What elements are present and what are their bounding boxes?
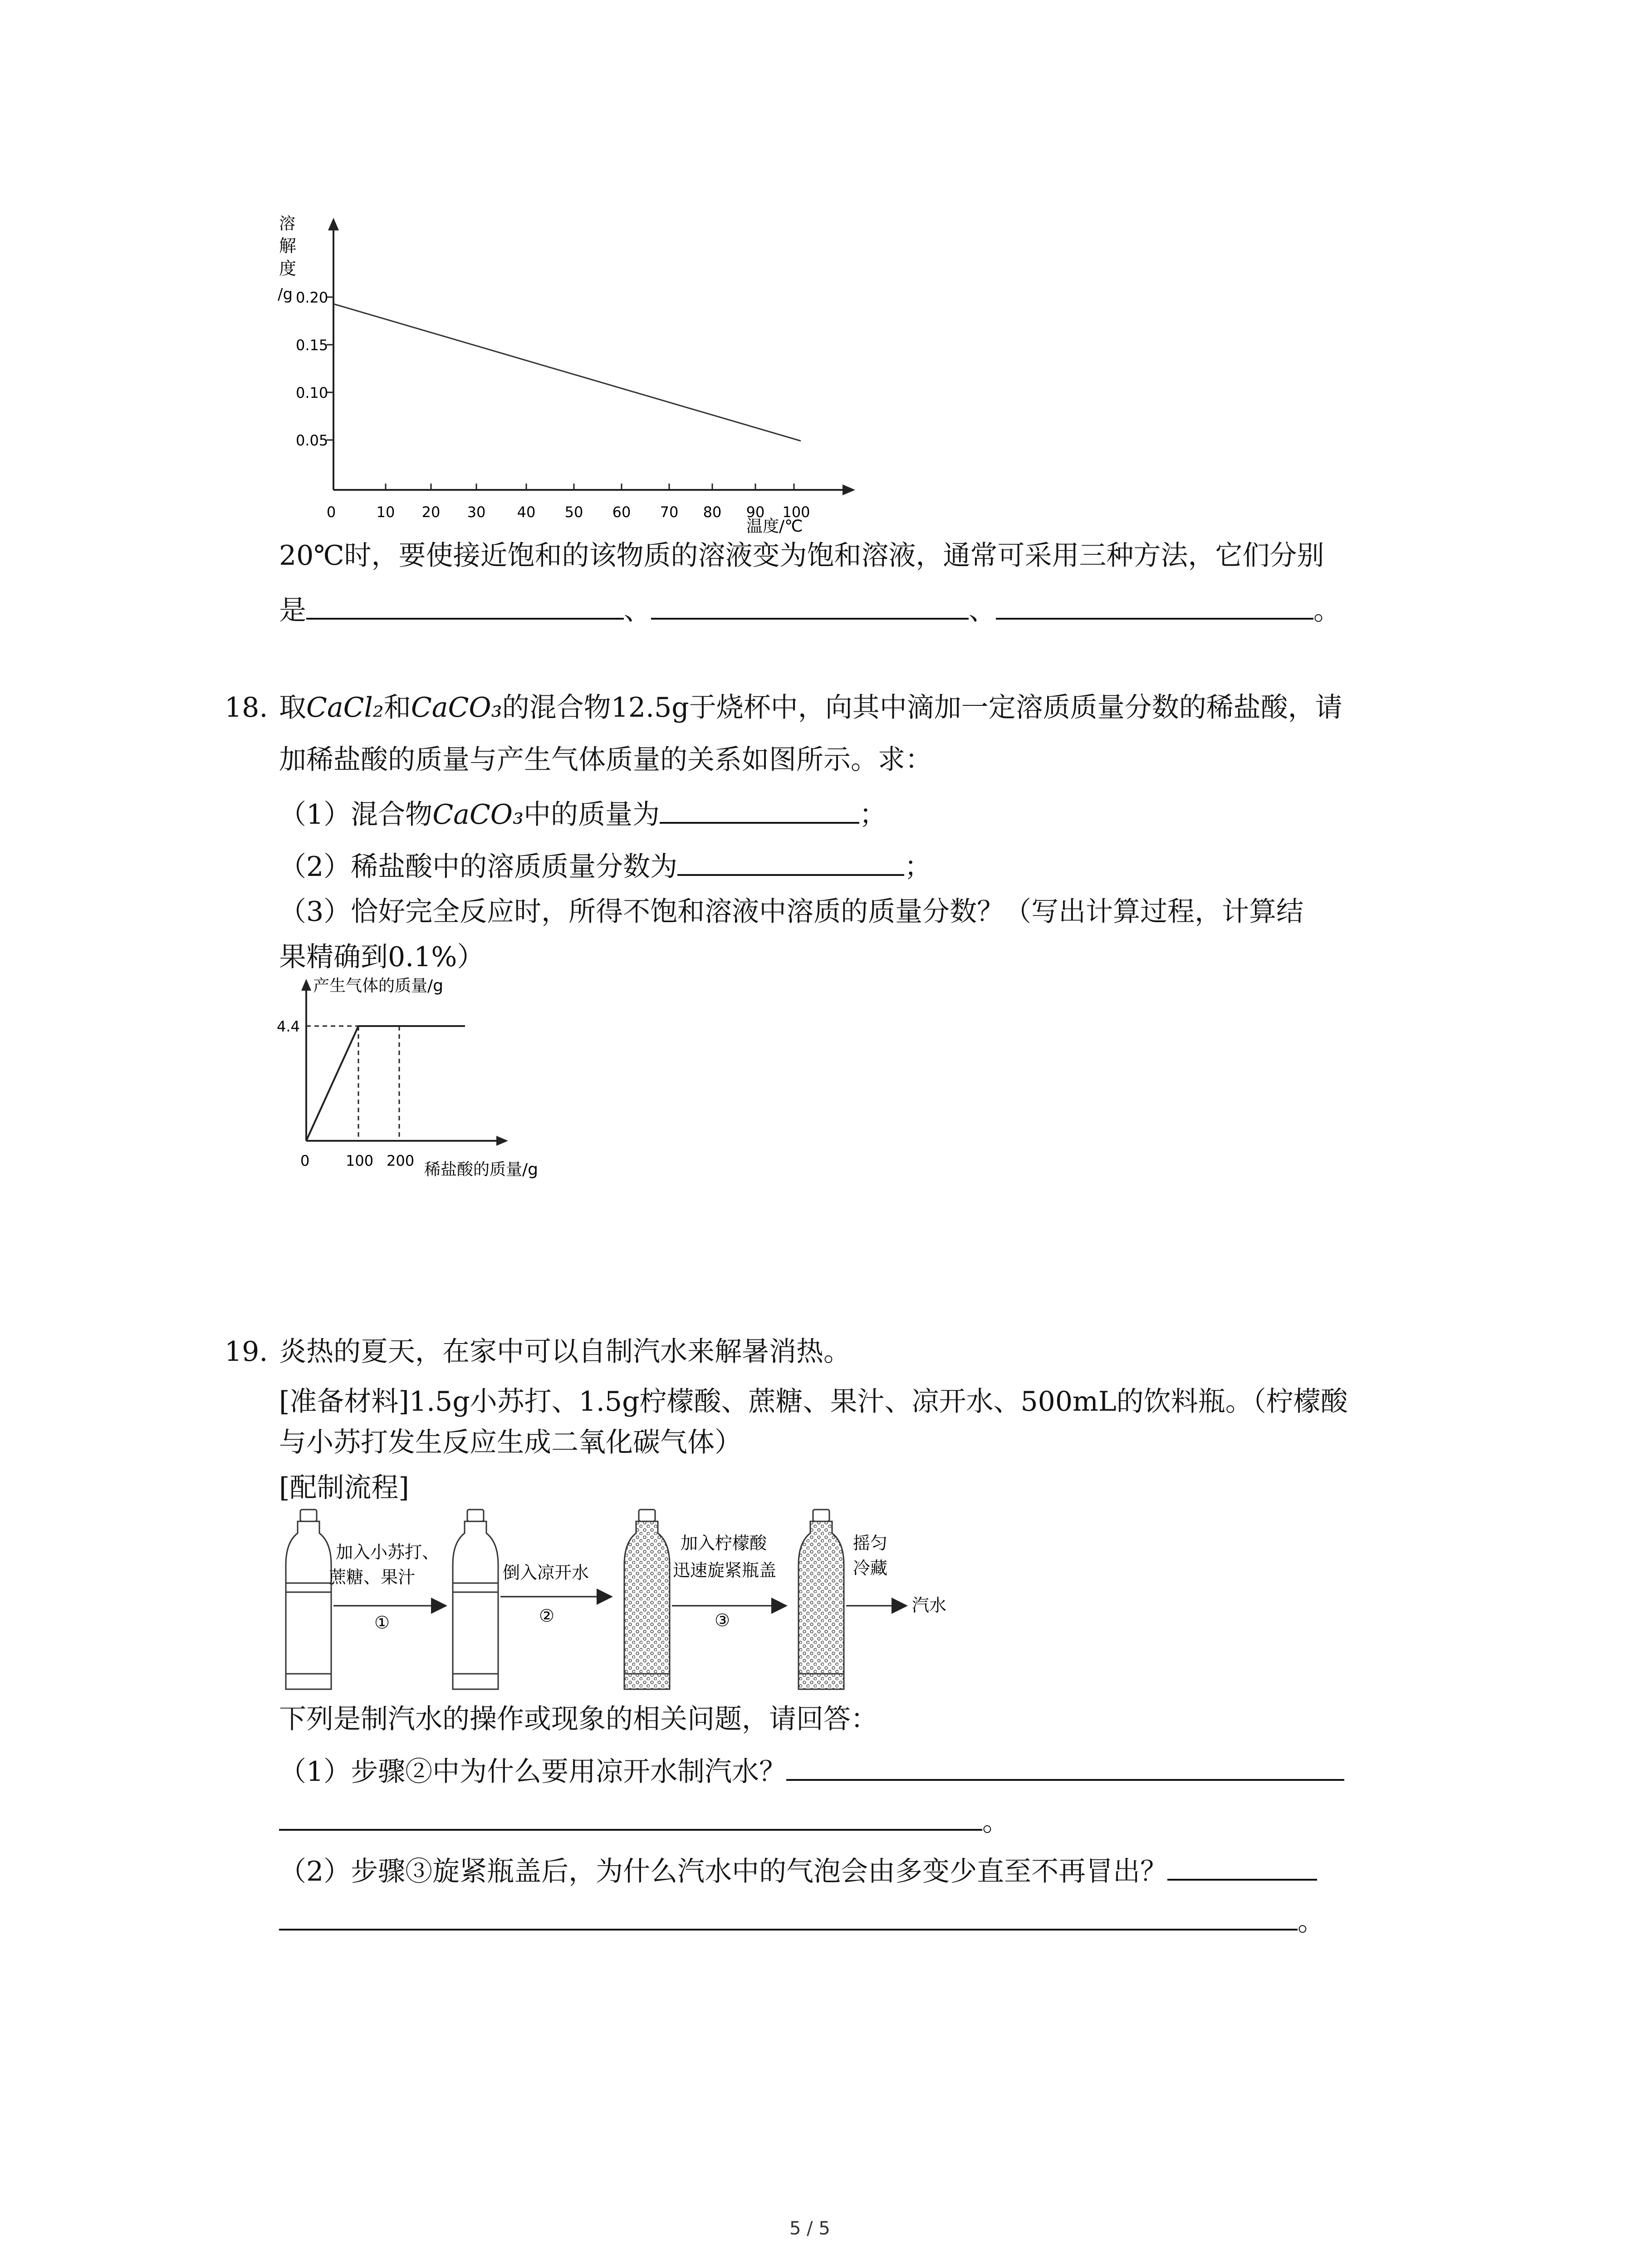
y-tick-0.15: 0.15 [296, 337, 328, 354]
gas-mass-chart [268, 971, 585, 1193]
solubility-line [333, 304, 801, 441]
y-tick-0.10: 0.10 [296, 384, 328, 401]
page-number: 5 / 5 [789, 2218, 830, 2239]
x-tick-20: 20 [421, 503, 441, 521]
q17-sep-1: 、 [624, 595, 651, 626]
gas-chart-xtick-0: 0 [300, 1152, 310, 1169]
step2-number: ② [539, 1606, 555, 1626]
x-tick-10: 10 [376, 503, 395, 521]
q19-line1: 炎热的夏天，在家中可以自制汽水来解暑消热。 [279, 1336, 851, 1368]
gas-chart-xtick-100: 100 [346, 1152, 374, 1169]
bottle-4 [798, 1510, 844, 1689]
q19-p2-end: 。 [1298, 1906, 1325, 1937]
q18-part2 [279, 850, 932, 883]
q18-p1-b: 中的质量为 [524, 799, 660, 831]
q19-materials-1: [准备材料]1.5g小苏打、1.5g柠檬酸、蔗糖、果汁、凉开水、500mL的饮料瓶。（柠檬酸 [279, 1386, 1348, 1418]
q19-p2-blank-b[interactable] [279, 1905, 1298, 1931]
x-tick-80: 80 [703, 503, 722, 521]
q19-flow-title: [配制流程] [279, 1472, 409, 1504]
y-tick-0.05: 0.05 [296, 432, 328, 449]
x-tick-70: 70 [660, 503, 679, 521]
q19-p1-blank-b[interactable] [279, 1805, 982, 1831]
q17-line2-start: 是 [279, 595, 306, 626]
q18-mass: 12.5g [611, 692, 689, 723]
formula-caco3: CaCO₃ [411, 692, 502, 723]
q19-part2-line2 [279, 1905, 1325, 1935]
x-tick-50: 50 [564, 503, 583, 521]
soda-flow-diagram [272, 1506, 975, 1696]
x-tick-100: 100 [782, 503, 810, 521]
gas-chart-xtick-200: 200 [387, 1152, 415, 1169]
step1-text-b: 蔗糖、果汁 [329, 1567, 416, 1587]
x-axis-label: 温度/℃ [746, 517, 803, 535]
q19-part2 [279, 1855, 1317, 1885]
q17-line2 [279, 594, 1341, 624]
q18-part3-line2: 果精确到0.1%） [279, 941, 485, 973]
step2-text: 倒入凉开水 [503, 1563, 589, 1583]
y-tick-0.20: 0.20 [296, 289, 328, 306]
x-tick-40: 40 [517, 503, 536, 521]
bottle-1 [286, 1510, 331, 1689]
q19-p1-text: （1）步骤②中为什么要用凉开水制汽水？ [279, 1756, 787, 1788]
q19-p2-blank-a[interactable] [1167, 1855, 1317, 1881]
q19-part1 [279, 1755, 1344, 1788]
step3-number: ③ [715, 1610, 730, 1630]
q17-line1: 20℃时，要使接近饱和的该物质的溶液变为饱和溶液，通常可采用三种方法，它们分别 [279, 540, 1324, 572]
q19-part1-line2 [279, 1805, 1009, 1838]
step3-text-a: 加入柠檬酸 [681, 1533, 767, 1553]
q17-end: 。 [1313, 595, 1341, 626]
q19-intro: 下列是制汽水的操作或现象的相关问题，请回答： [279, 1703, 878, 1735]
bottle-3 [624, 1510, 670, 1689]
step3-text-b: 迅速旋紧瓶盖 [673, 1560, 777, 1580]
q18-and: 和 [383, 692, 411, 723]
q18-p2-text: （2）稀盐酸中的溶质质量分数为 [279, 851, 678, 883]
q17-blank-3[interactable] [996, 594, 1313, 620]
q18-p1-blank[interactable] [660, 798, 859, 824]
step1-number: ① [374, 1613, 390, 1633]
x-tick-60: 60 [612, 503, 631, 521]
q19-p2-text: （2）步骤③旋紧瓶盖后，为什么汽水中的气泡会由多变少直至不再冒出？ [279, 1856, 1168, 1887]
y-label-1: 溶 [279, 215, 296, 233]
q19-p1-blank-a[interactable] [786, 1755, 1344, 1781]
q18-text-a: 取 [279, 692, 306, 723]
q19-materials-2: 与小苏打发生反应生成二氧化碳气体） [279, 1427, 742, 1458]
flow-result: 汽水 [912, 1595, 947, 1615]
y-label-2: 解 [279, 236, 297, 256]
gas-chart-yvalue: 4.4 [277, 1018, 300, 1035]
step4-text-a: 摇匀 [853, 1533, 888, 1553]
q18-line1 [279, 694, 1342, 721]
step4-text-b: 冷藏 [853, 1558, 888, 1578]
q17-sep-2: 、 [969, 595, 996, 626]
q18-p1-end: ； [859, 799, 887, 831]
q18-text-c: 于烧杯中，向其中滴加一定溶质质量分数的稀盐酸，请 [689, 692, 1342, 723]
q19-number: 19. [225, 1336, 268, 1368]
q18-number: 18. [225, 692, 268, 723]
q18-p1-a: （1）混合物 [279, 799, 433, 831]
q18-p2-blank[interactable] [677, 850, 904, 876]
q18-line2: 加稀盐酸的质量与产生气体质量的关系如图所示。求： [279, 744, 932, 776]
y-label-4: /g [278, 285, 293, 303]
gas-chart-xlabel: 稀盐酸的质量/g [424, 1160, 538, 1179]
q18-p2-end: ； [904, 851, 932, 883]
q18-p1-formula: CaCO₃ [432, 799, 524, 831]
step1-text-a: 加入小苏打、 [336, 1542, 440, 1562]
q19-p1-end: 。 [982, 1806, 1009, 1838]
x-tick-0: 0 [326, 503, 336, 521]
q17-blank-1[interactable] [306, 594, 624, 620]
x-tick-30: 30 [467, 503, 486, 521]
q18-part3-line1: （3）恰好完全反应时，所得不饱和溶液中溶质的质量分数？（写出计算过程，计算结 [279, 896, 1304, 928]
bottle-2 [453, 1510, 498, 1689]
formula-cacl2: CaCl₂ [306, 692, 384, 723]
solubility-chart [254, 209, 889, 535]
gas-chart-ylabel: 产生气体的质量/g [313, 977, 443, 995]
q18-part1 [279, 798, 887, 831]
q17-blank-2[interactable] [651, 594, 969, 620]
x-tick-90: 90 [746, 503, 765, 521]
q18-text-b: 的混合物 [502, 692, 611, 723]
y-label-3: 度 [279, 259, 297, 279]
